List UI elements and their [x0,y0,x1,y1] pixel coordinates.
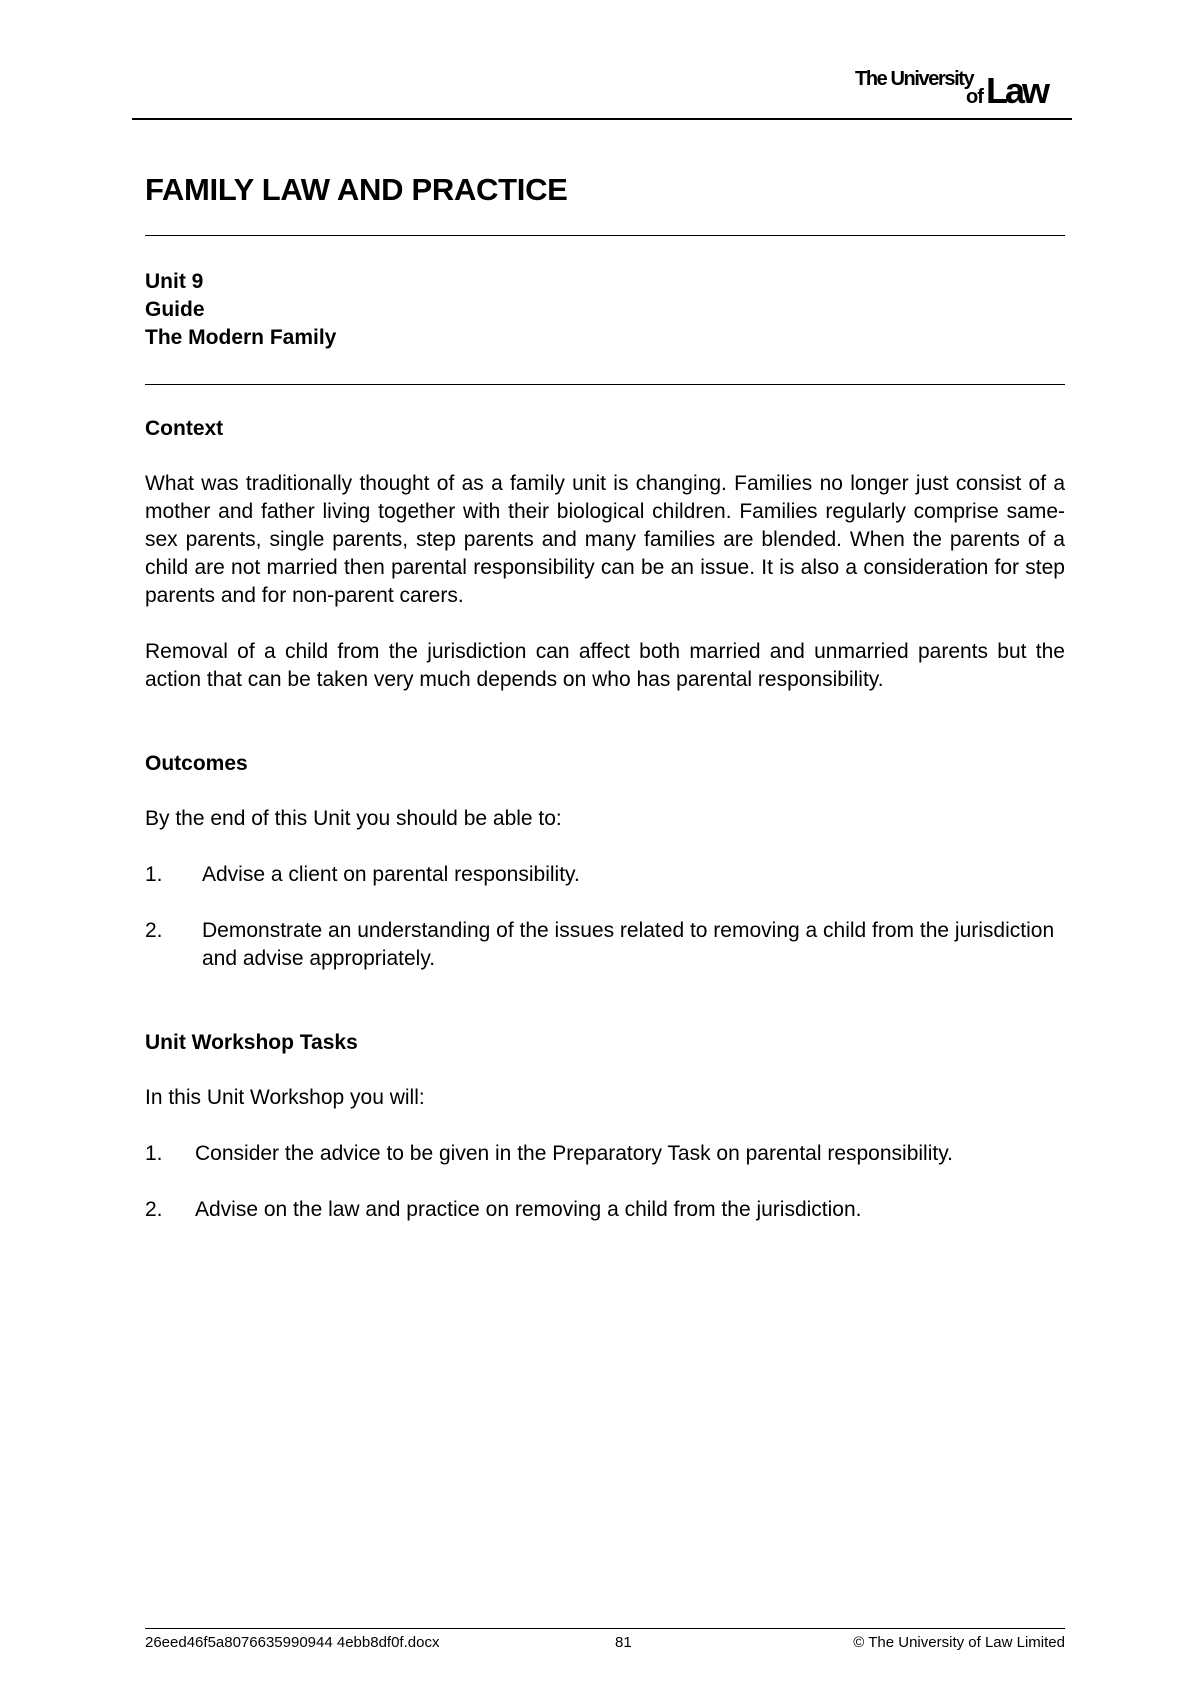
tasks-list [145,1140,1065,1224]
unit-title: The Modern Family [145,326,337,349]
context-paragraph-1: What was traditionally thought of as a family unit is changing. Families no longer just consist of a mother and father living together with their biological children. Families regularly comprise same-sex parents, single parents, step parents and many families are blended. When the parents of a child are not married then parental responsibility can be an issue. It is also a consideration for step parents and for non-parent carers. [145,472,1065,607]
list-item-number: 2. [145,919,163,942]
footer-page-number: 81 [615,1634,632,1651]
list-item [145,1196,1065,1224]
unit-info [145,268,1065,352]
university-logo [855,68,1060,112]
footer-filename: 26eed46f5a8076635990944 4ebb8df0f.docx [145,1634,440,1651]
tasks-heading: Unit Workshop Tasks [145,1031,358,1054]
unit-divider [145,384,1065,385]
list-item [145,1140,1065,1168]
list-item [145,861,1065,889]
list-item-text: Advise on the law and practice on removing a child from the jurisdiction. [195,1198,862,1221]
tasks-intro: In this Unit Workshop you will: [145,1086,425,1109]
outcomes-intro: By the end of this Unit you should be able to: [145,807,562,830]
page-content [145,150,1065,1224]
list-item-number: 1. [145,1142,163,1165]
context-heading: Context [145,417,224,440]
title-divider [145,235,1065,236]
outcomes-list [145,861,1065,973]
document-title: FAMILY LAW AND PRACTICE [145,172,568,207]
list-item-number: 2. [145,1198,163,1221]
header-divider [132,118,1072,120]
context-paragraph-2: Removal of a child from the jurisdiction can affect both married and unmarried parents but the action that can be taken very much depends on who has parental responsibility. [145,640,1065,691]
logo-text-of: of [966,86,983,108]
unit-number: Unit 9 [145,270,204,293]
list-item-text: Consider the advice to be given in the Preparatory Task on parental responsibility. [195,1142,953,1165]
outcomes-heading: Outcomes [145,752,248,775]
logo-text-law: Law [986,70,1048,111]
list-item-text: Advise a client on parental responsibility. [202,863,580,886]
list-item [145,917,1065,973]
unit-type: Guide [145,298,205,321]
footer-copyright: © The University of Law Limited [853,1634,1065,1651]
list-item-text: Demonstrate an understanding of the issues related to removing a child from the jurisdiction and advise appropriately. [202,919,1055,970]
logo-text-the-university: The University [855,68,974,90]
footer-divider [145,1628,1065,1629]
list-item-number: 1. [145,863,163,886]
page-footer [145,1634,1065,1654]
